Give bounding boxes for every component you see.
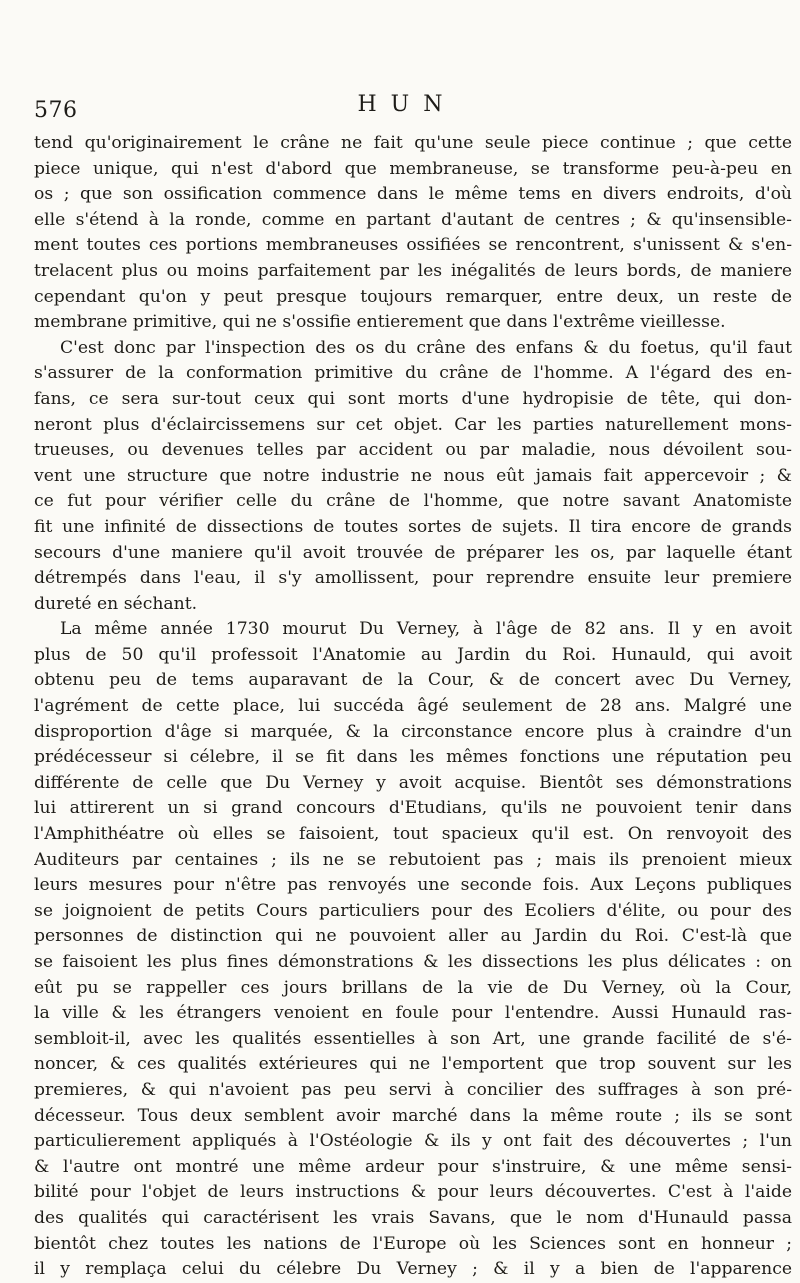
text-line: dureté en séchant. xyxy=(34,593,198,614)
text-line: fit une infinité de dissections de toutes sortes de sujets. Il tira encore de grands xyxy=(34,516,792,537)
text-line: plus de 50 qu'il professoit l'Anatomie au Jardin du Roi. Hunauld, qui avoit xyxy=(34,644,792,665)
text-line: ce fut pour vérifier celle du crâne de l'homme, que notre savant Anatomiste xyxy=(34,491,792,512)
text-line: ment toutes ces portions membraneuses ossifiées se rencontrent, s'unissent & s'en- xyxy=(34,235,792,256)
text-line: l'Amphithéatre où elles se faisoient, tout spacieux qu'il est. On renvoyoit des xyxy=(34,824,792,845)
text-line: elle s'étend à la ronde, comme en partant d'autant de centres ; & qu'insensible- xyxy=(34,209,792,230)
text-line: différente de celle que Du Verney y avoit acquise. Bientôt ses démonstrations xyxy=(34,772,792,793)
text-line: noncer, & ces qualités extérieures qui ne l'emportent que trop souvent sur les xyxy=(34,1054,792,1075)
text-line: membrane primitive, qui ne s'ossifie entierement que dans l'extrême vieillesse. xyxy=(34,312,726,333)
text-line: se joignoient de petits Cours particuliers pour des Ecoliers d'élite, ou pour des xyxy=(34,900,792,921)
text-line: leurs mesures pour n'être pas renvoyés une seconde fois. Aux Leçons publiques xyxy=(34,875,792,896)
page-number: 576 xyxy=(34,98,78,123)
text-line: sembloit-il, avec les qualités essentielles à son Art, une grande facilité de s'é- xyxy=(34,1028,792,1049)
paragraph xyxy=(34,131,792,336)
text-line: piece unique, qui n'est d'abord que membraneuse, se transforme peu-à-peu en xyxy=(34,158,792,179)
text-line: détrempés dans l'eau, il s'y amollissent, pour reprendre ensuite leur premiere xyxy=(34,568,792,589)
text-line: particulierement appliqués à l'Ostéologie & ils y ont fait des découvertes ; l'un xyxy=(34,1131,792,1152)
text-line: la ville & les étrangers venoient en foule pour l'entendre. Aussi Hunauld ras- xyxy=(34,1003,792,1024)
text-line: bientôt chez toutes les nations de l'Europe où les Sciences sont en honneur ; xyxy=(34,1233,792,1254)
text-line: trueuses, ou devenues telles par accident ou par maladie, nous dévoilent sou- xyxy=(34,440,792,461)
body-text xyxy=(34,131,792,1283)
paragraph xyxy=(34,336,792,618)
text-line: prédécesseur si célebre, il se fit dans les mêmes fonctions une réputation peu xyxy=(34,747,792,768)
text-line: bilité pour l'objet de leurs instructions & pour leurs découvertes. C'est à l'aide xyxy=(34,1182,792,1203)
text-line: des qualités qui caractérisent les vrais Savans, que le nom d'Hunauld passa xyxy=(34,1207,792,1228)
text-line: vent une structure que notre industrie ne nous eût jamais fait appercevoir ; & xyxy=(34,465,792,486)
text-line: neront plus d'éclaircissemens sur cet objet. Car les parties naturellement mons- xyxy=(34,414,792,435)
text-line: personnes de distinction qui ne pouvoient aller au Jardin du Roi. C'est-là que xyxy=(34,926,792,947)
text-line: l'agrément de cette place, lui succéda âgé seulement de 28 ans. Malgré une xyxy=(34,696,792,717)
text-line: secours d'une maniere qu'il avoit trouvée de préparer les os, par laquelle étant xyxy=(34,542,792,563)
text-line: eût pu se rappeller ces jours brillans de la vie de Du Verney, où la Cour, xyxy=(34,977,792,998)
text-line: premieres, & qui n'avoient pas peu servi à concilier des suffrages à son pré- xyxy=(34,1079,792,1100)
text-line: décesseur. Tous deux semblent avoir marché dans la même route ; ils se sont xyxy=(34,1105,792,1126)
running-head: HUN xyxy=(357,92,457,117)
text-line: La même année 1730 mourut Du Verney, à l'âge de 82 ans. Il y en avoit xyxy=(60,619,792,640)
text-line: C'est donc par l'inspection des os du crâne des enfans & du foetus, qu'il faut xyxy=(60,337,792,358)
text-line: fans, ce sera sur-tout ceux qui sont morts d'une hydropisie de tête, qui don- xyxy=(34,388,792,409)
text-line: cependant qu'on y peut presque toujours remarquer, entre deux, un reste de xyxy=(34,286,792,307)
text-line: & l'autre ont montré une même ardeur pour s'instruire, & une même sensi- xyxy=(34,1156,792,1177)
text-line: tend qu'originairement le crâne ne fait qu'une seule piece continue ; que cette xyxy=(34,133,792,153)
text-line: il y remplaça celui du célebre Du Verney ; & il y a bien de l'apparence xyxy=(34,1259,792,1280)
text-line: s'assurer de la conformation primitive du crâne de l'homme. A l'égard des en- xyxy=(34,363,792,384)
text-line: Auditeurs par centaines ; ils ne se rebutoient pas ; mais ils prenoient mieux xyxy=(34,849,792,870)
paragraph xyxy=(34,617,792,1282)
text-line: lui attirerent un si grand concours d'Etudians, qu'ils ne pouvoient tenir dans xyxy=(34,798,792,819)
text-line: se faisoient les plus fines démonstrations & les dissections les plus délicates : on xyxy=(34,952,792,972)
text-line: obtenu peu de tems auparavant de la Cour, & de concert avec Du Verney, xyxy=(34,670,792,691)
text-line: os ; que son ossification commence dans le même tems en divers endroits, d'où xyxy=(34,184,792,205)
text-line: disproportion d'âge si marquée, & la circonstance encore plus à craindre d'un xyxy=(34,721,792,742)
text-line: trelacent plus ou moins parfaitement par les inégalités de leurs bords, de maniere xyxy=(34,260,792,281)
